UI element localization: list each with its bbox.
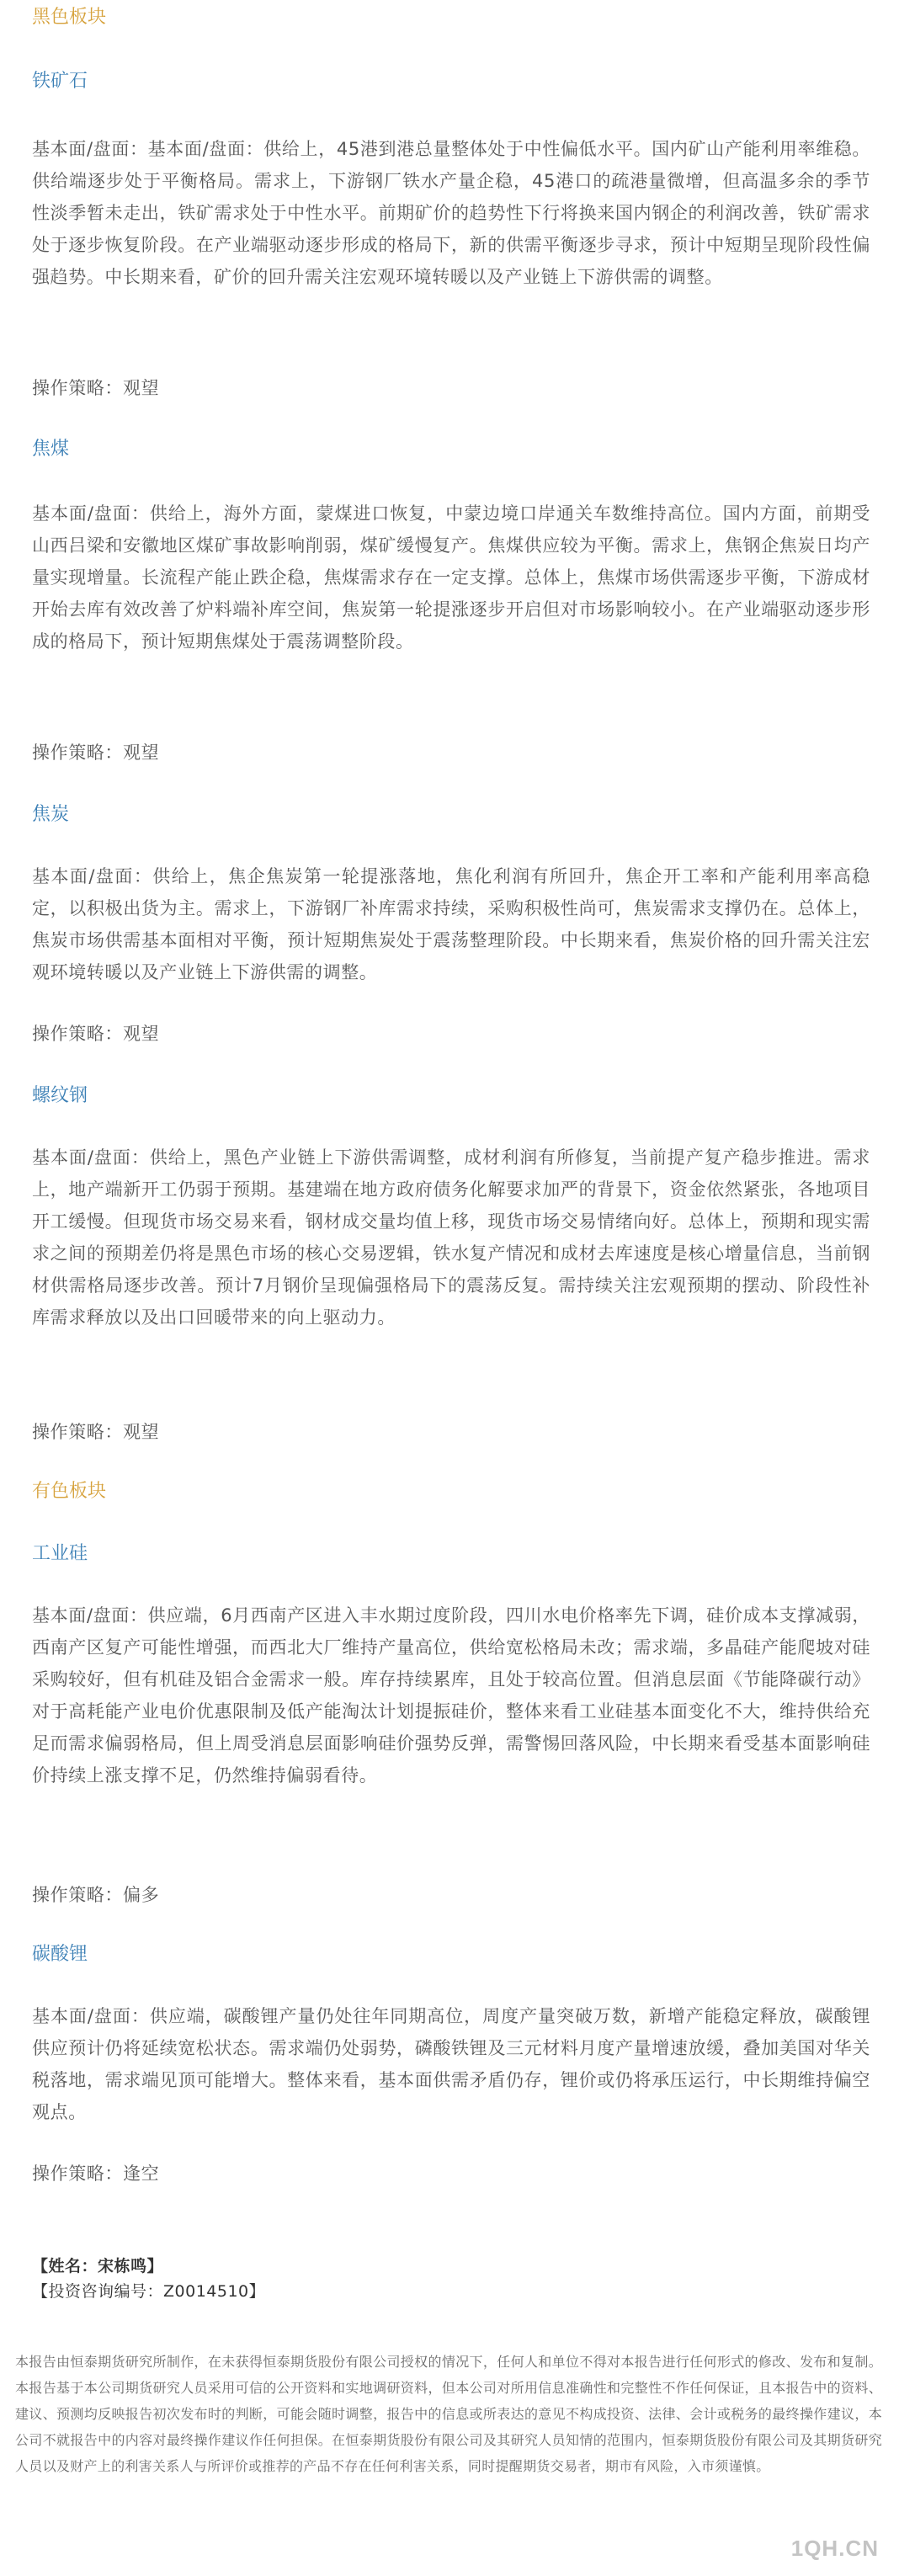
paragraph-coking-coal: 基本面/盘面：供给上，海外方面，蒙煤进口恢复，中蒙边境口岸通关车数维持高位。国内方面，前期受山西吕梁和安徽地区煤矿事故影响削弱，煤矿缓慢复产。焦煤供应较为平衡。需求上，焦钢企焦炭日均产量实现增量。长流程产能止跌企稳，焦煤需求存在一定支撑。总体上，焦煤市场供需逐步平衡，下游成材开始去库有效改善了炉料端补库空间，焦炭第一轮提涨逐步开启但对市场影响较小。在产业端驱动逐步形成的格局下，预计短期焦煤处于震荡调整阶段。 — [32, 503, 870, 652]
strategy-silicon: 操作策略：偏多 — [32, 1885, 160, 1905]
paragraph-lithium: 基本面/盘面：供应端，碳酸锂产量仍处往年同期高位，周度产量突破万数，新增产能稳定释放，碳酸锂供应预计仍将延续宽松状态。需求端仍处弱势，磷酸铁锂及三元材料月度产量增速放缓，叠加美国对华关税落地，需求端见顶可能增大。整体来看，基本面供需矛盾仍存，锂价或仍将承压运行，中长期维持偏空观点。 — [32, 2006, 870, 2122]
author-license: 【投资咨询编号：Z0014510】 — [32, 2282, 266, 2301]
subheading-coking-coal: 焦煤 — [32, 439, 70, 460]
paragraph-rebar: 基本面/盘面：供给上，黑色产业链上下游供需调整，成材利润有所修复，当前提产复产稳步推进。需求上，地产端新开工仍弱于预期。基建端在地方政府债务化解要求加严的背景下，资金依然紧张，各地项目开工缓慢。但现货市场交易来看，钢材成交量均值上移，现货市场交易情绪向好。总体上，预期和现实需求之间的预期差仍将是黑色市场的核心交易逻辑，铁水复产情况和成材去库速度是核心增量信息，当前钢材供需格局逐步改善。预计7月钢价呈现偏强格局下的震荡反复。需持续关注宏观预期的摆动、阶段性补库需求释放以及出口回暖带来的向上驱动力。 — [32, 1147, 870, 1328]
strategy-iron-ore: 操作策略：观望 — [32, 378, 160, 398]
subheading-rebar: 螺纹钢 — [32, 1085, 88, 1106]
section-heading-nonferrous: 有色板块 — [32, 1481, 107, 1502]
subheading-silicon: 工业硅 — [32, 1543, 88, 1564]
site-watermark: 1QH.CN — [790, 2536, 879, 2561]
strategy-coke: 操作策略：观望 — [32, 1024, 160, 1044]
paragraph-coke: 基本面/盘面：供给上，焦企焦炭第一轮提涨落地，焦化利润有所回升，焦企开工率和产能利用率高稳定，以积极出货为主。需求上，下游钢厂补库需求持续，采购积极性尚可，焦炭需求支撑仍在。总体上，焦炭市场供需基本面相对平衡，预计短期焦炭处于震荡整理阶段。中长期来看，焦炭价格的回升需关注宏观环境转暖以及产业链上下游供需的调整。 — [32, 866, 870, 982]
subheading-iron-ore: 铁矿石 — [32, 71, 88, 92]
author-name: 【姓名：宋栋鸣】 — [32, 2257, 164, 2275]
paragraph-silicon: 基本面/盘面：供应端，6月西南产区进入丰水期过度阶段，四川水电价格率先下调，硅价成本支撑减弱，西南产区复产可能性增强，而西北大厂维持产量高位，供给宽松格局未改；需求端，多晶硅产能爬坡对硅采购较好，但有机硅及铝合金需求一般。库存持续累库，且处于较高位置。但消息层面《节能降碳行动》对于高耗能产业电价优惠限制及低产能淘汰计划提振硅价，整体来看工业硅基本面变化不大，维持供给充足而需求偏弱格局，但上周受消息层面影响硅价强势反弹，需警惕回落风险，中长期来看受基本面影响硅价持续上涨支撑不足，仍然维持偏弱看待。 — [32, 1605, 870, 1786]
strategy-coking-coal: 操作策略：观望 — [32, 742, 160, 763]
strategy-lithium: 操作策略：逢空 — [32, 2164, 160, 2184]
subheading-coke: 焦炭 — [32, 804, 70, 825]
paragraph-iron-ore: 基本面/盘面：基本面/盘面：供给上，45港到港总量整体处于中性偏低水平。国内矿山产能利用率维稳。供给端逐步处于平衡格局。需求上，下游钢厂铁水产量企稳，45港口的疏港量微增，但高温多余的季节性淡季暂未走出，铁矿需求处于中性水平。前期矿价的趋势性下行将换来国内钢企的利润改善，铁矿需求处于逐步恢复阶段。在产业端驱动逐步形成的格局下，新的供需平衡逐步寻求，预计中短期呈现阶段性偏强趋势。中长期来看，矿价的回升需关注宏观环境转暖以及产业链上下游供需的调整。 — [32, 139, 870, 287]
subheading-lithium: 碳酸锂 — [32, 1944, 88, 1965]
strategy-rebar: 操作策略：观望 — [32, 1422, 160, 1442]
disclaimer-text: 本报告由恒泰期货研究所制作，在未获得恒泰期货股份有限公司授权的情况下，任何人和单位不得对本报告进行任何形式的修改、发布和复制。本报告基于本公司期货研究人员采用可信的公开资料和实地调研资料，但本公司对所用信息准确性和完整性不作任何保证，且本报告中的资料、建议、预测均反映报告初次发布时的判断，可能会随时调整，报告中的信息或所表达的意见不构成投资、法律、会计或税务的最终操作建议，本公司不就报告中的内容对最终操作建议作任何担保。在恒泰期货股份有限公司及其研究人员知情的范围内，恒泰期货股份有限公司及其期货研究人员以及财产上的利害关系人与所评价或推荐的产品不存在任何利害关系，同时提醒期货交易者，期市有风险，入市须谨慎。 — [15, 2354, 882, 2474]
section-heading-black: 黑色板块 — [32, 7, 107, 28]
